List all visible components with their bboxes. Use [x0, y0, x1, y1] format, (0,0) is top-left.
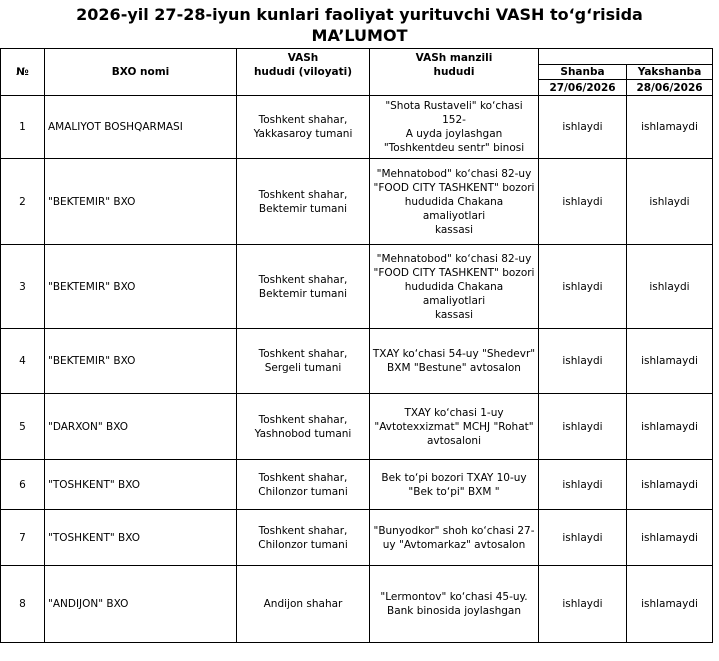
row-address-line: BXM "Bestune" avtosalon	[387, 362, 521, 374]
row-number: 3	[1, 245, 45, 329]
row-address-line: hududida Chakana amaliyotlari	[404, 195, 504, 222]
row-region	[237, 510, 370, 566]
row-bxo-name: "DARXON" BXO	[45, 394, 237, 460]
row-address	[370, 329, 539, 394]
row-address-line: "Shota Rustaveli" ko‘chasi 152-	[385, 100, 523, 126]
row-address-line: A uyda joylashgan	[405, 128, 503, 140]
row-address-line: Bek to‘pi bozori TXAY 10-uy	[381, 471, 527, 484]
row-bxo-name: AMALIYOT BOSHQARMASI	[45, 96, 237, 159]
row-sunday-status: ishlaydi	[627, 245, 713, 329]
row-address	[370, 96, 539, 159]
row-region	[237, 566, 370, 643]
row-region	[237, 460, 370, 510]
row-address	[370, 510, 539, 566]
row-region	[237, 329, 370, 394]
row-address-line: uy "Avtomarkaz" avtosalon	[382, 538, 526, 551]
row-saturday-status: ishlaydi	[539, 329, 627, 394]
header-day1-date: 27/06/2026	[539, 80, 627, 96]
row-region-line1: Andijon shahar	[263, 598, 343, 610]
row-region-line2: Yakkasaroy tumani	[253, 128, 353, 140]
row-region-line2: Yashnobod tumani	[254, 427, 352, 440]
row-address-line: kassasi	[434, 223, 474, 236]
row-address	[370, 566, 539, 643]
row-bxo-name: "TOSHKENT" BXO	[45, 460, 237, 510]
row-region-line1: Toshkent shahar,	[258, 273, 348, 286]
row-address-line: "Toshkentdeu sentr" binosi	[383, 142, 525, 154]
row-region-line1: Toshkent shahar,	[258, 471, 348, 484]
row-region-line2: Sergeli tumani	[264, 362, 342, 374]
row-number: 5	[1, 394, 45, 460]
row-address	[370, 394, 539, 460]
row-region-line1: Toshkent shahar,	[258, 348, 348, 360]
header-region-line2: hududi (viloyati)	[253, 66, 353, 78]
row-region-line1: Toshkent shahar,	[258, 524, 348, 537]
row-region-line1: Toshkent shahar,	[258, 114, 348, 126]
row-address-line: Bank binosida joylashgan	[387, 605, 521, 617]
title-line-2: MA’LUMOT	[311, 26, 408, 45]
row-address	[370, 460, 539, 510]
row-address-line: TXAY ko‘chasi 54-uy "Shedevr"	[372, 348, 536, 360]
row-address-line: avtosaloni	[426, 434, 481, 447]
table-row	[1, 510, 713, 566]
row-sunday-status: ishlamaydi	[627, 96, 713, 159]
row-address-line: "Avtotexxizmat" MCHJ "Rohat"	[374, 420, 534, 433]
row-address-line: TXAY ko‘chasi 1-uy	[404, 406, 504, 419]
row-bxo-name: "ANDIJON" BXO	[45, 566, 237, 643]
row-address-line: "Lermontov" ko‘chasi 45-uy.	[380, 591, 528, 603]
row-address	[370, 159, 539, 245]
row-address-line: "Bunyodkor" shoh ko‘chasi 27-	[373, 524, 535, 537]
row-region-line1: Toshkent shahar,	[258, 413, 348, 426]
row-number: 2	[1, 159, 45, 245]
row-address-line: "FOOD CITY TASHKENT" bozori	[373, 266, 535, 279]
row-number: 8	[1, 566, 45, 643]
document-title	[0, 4, 719, 46]
row-sunday-status: ishlamaydi	[627, 510, 713, 566]
row-saturday-status: ishlaydi	[539, 510, 627, 566]
row-number: 4	[1, 329, 45, 394]
row-saturday-status: ishlaydi	[539, 460, 627, 510]
row-address-line: "Mehnatobod" ko‘chasi 82-uy	[376, 167, 532, 180]
header-region-line1: VASh	[287, 52, 319, 64]
row-address-line: "Bek to‘pi" BXM "	[408, 485, 500, 498]
row-address-line: "Mehnatobod" ko‘chasi 82-uy	[376, 252, 532, 265]
row-region	[237, 96, 370, 159]
table-row	[1, 394, 713, 460]
table-row	[1, 329, 713, 394]
row-sunday-status: ishlamaydi	[627, 566, 713, 643]
row-region-line2: Bektemir tumani	[258, 287, 348, 300]
row-sunday-status: ishlamaydi	[627, 329, 713, 394]
row-sunday-status: ishlamaydi	[627, 394, 713, 460]
table-row	[1, 460, 713, 510]
row-region	[237, 159, 370, 245]
header-address	[370, 49, 539, 96]
header-address-line2: hududi	[433, 66, 475, 78]
row-saturday-status: ishlaydi	[539, 159, 627, 245]
row-address-line: kassasi	[434, 308, 474, 321]
row-bxo-name: "BEKTEMIR" BXO	[45, 159, 237, 245]
row-address	[370, 245, 539, 329]
row-region-line2: Bektemir tumani	[258, 202, 348, 215]
row-region-line2: Chilonzor tumani	[258, 538, 348, 551]
title-line-1: 2026-yil 27-28-iyun kunlari faoliyat yurituvchi VASH to‘g‘risida	[76, 5, 643, 24]
header-region	[237, 49, 370, 96]
row-saturday-status: ishlaydi	[539, 96, 627, 159]
row-sunday-status: ishlaydi	[627, 159, 713, 245]
row-region-line1: Toshkent shahar,	[258, 188, 348, 201]
header-address-line1: VASh manzili	[415, 52, 493, 64]
header-day2-date: 28/06/2026	[627, 80, 713, 96]
row-region-line2: Chilonzor tumani	[258, 485, 348, 498]
row-region	[237, 245, 370, 329]
row-number: 6	[1, 460, 45, 510]
row-number: 7	[1, 510, 45, 566]
header-bxo-name: BXO nomi	[45, 49, 237, 96]
row-region	[237, 394, 370, 460]
row-bxo-name: "TOSHKENT" BXO	[45, 510, 237, 566]
table-row	[1, 159, 713, 245]
table-row	[1, 245, 713, 329]
row-saturday-status: ishlaydi	[539, 394, 627, 460]
row-saturday-status: ishlaydi	[539, 566, 627, 643]
row-number: 1	[1, 96, 45, 159]
row-saturday-status: ishlaydi	[539, 245, 627, 329]
row-bxo-name: "BEKTEMIR" BXO	[45, 329, 237, 394]
header-days-blank	[539, 49, 713, 65]
header-num: №	[1, 49, 45, 96]
header-day1-name: Shanba	[539, 65, 627, 80]
header-day2-name: Yakshanba	[627, 65, 713, 80]
row-bxo-name: "BEKTEMIR" BXO	[45, 245, 237, 329]
table-row	[1, 96, 713, 159]
row-sunday-status: ishlamaydi	[627, 460, 713, 510]
table-row	[1, 566, 713, 643]
row-address-line: hududida Chakana amaliyotlari	[404, 280, 504, 307]
row-address-line: "FOOD CITY TASHKENT" bozori	[373, 181, 535, 194]
schedule-table	[0, 48, 713, 643]
